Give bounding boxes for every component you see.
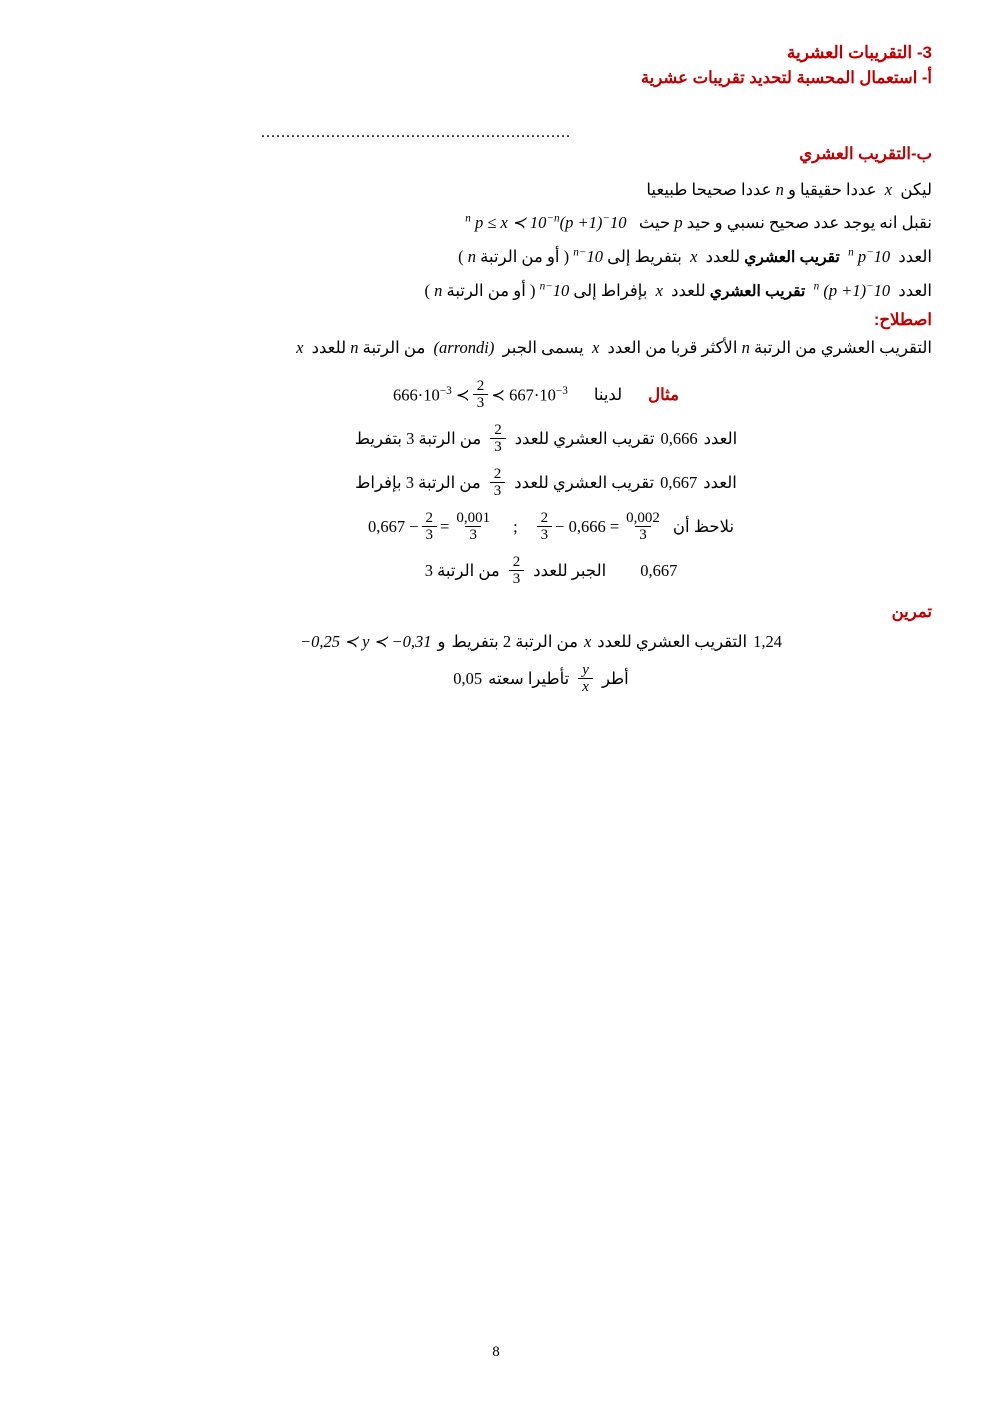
def-defect-e: ) [458, 246, 464, 266]
ex-line2-b: تقريب العشري للعدد [514, 472, 655, 492]
conv-a: التقريب العشري من الرتبة [753, 338, 932, 358]
def-defect-bold-term: تقريب العشري [744, 248, 840, 266]
def-excess-b: للعدد [671, 280, 706, 300]
note-eq2-equals: = [440, 516, 450, 536]
example-inequality [393, 378, 568, 412]
ex-line2-a: العدد [703, 472, 737, 492]
ex-line1-b: تقريب العشري للعدد [514, 428, 655, 448]
intro-line2-text-a: نقبل انه يوجد عدد صحيح نسبي و حيد [686, 213, 932, 233]
inequality-definition: $10^{-n}$ p ≤ x ≺ $10^{-n}(p +1)$ [465, 212, 627, 233]
definition-excess [60, 276, 932, 307]
fraction-numerator: 2 [540, 509, 549, 526]
section-subtitle-a: أ- استعمال المحسبة لتحديد تقريبات عشرية [640, 69, 932, 88]
note-separator: ; [513, 516, 518, 536]
fraction-denominator: 3 [635, 526, 651, 544]
exercise-text-c: و [437, 631, 446, 651]
fraction-denominator: 3 [465, 526, 481, 544]
fraction-result-1 [622, 510, 664, 544]
def-defect-x: x [690, 246, 698, 266]
note-equation-1 [534, 510, 667, 544]
ex-line1-value: 0,666 [660, 428, 698, 448]
conclusion-value: 0,667 [640, 560, 678, 580]
def-excess-n: n [434, 280, 443, 300]
def-defect-b: للعدد [705, 246, 741, 266]
def-excess-x: x [655, 280, 663, 300]
def-excess-e: ) [424, 280, 430, 300]
conv-b: الأكثر قربا من العدد [607, 338, 738, 358]
intro-text-a: ليكن [900, 179, 932, 199]
example-ineq-right: ≺ $667\cdot 10^{-3}$ [491, 384, 568, 405]
exercise2-text-b: تأطيرا سعته [488, 668, 570, 688]
fraction-numerator: 0,002 [626, 509, 660, 526]
def-defect-c: بتفريط إلى [607, 246, 682, 266]
example-line-excess [60, 466, 932, 500]
fraction-two-thirds [490, 422, 506, 456]
def-excess-power: $10^{-n}$ [539, 280, 570, 300]
variable-n: n [775, 179, 784, 199]
note-lead: نلاحظ أن [672, 516, 735, 536]
conv-x2: x [296, 338, 304, 358]
page-title: 3- التقريبات العشرية [786, 43, 932, 62]
note-eq2-lead: 0,667 − [367, 516, 419, 536]
page-number: 8 [492, 1344, 500, 1360]
example-header-row [60, 378, 932, 412]
def-excess-d: ( أو من الرتبة [446, 280, 536, 300]
def-defect-d: ( أو من الرتبة [480, 246, 570, 266]
fraction-denominator: 3 [490, 438, 506, 456]
fraction-numerator: 2 [425, 509, 434, 526]
ex-line2-c: من الرتبة 3 بإفراط [355, 472, 481, 492]
exercise-text-a: التقريب العشري للعدد [597, 631, 748, 651]
convention-text [60, 333, 932, 364]
example-note-row [60, 510, 932, 544]
fraction-two-thirds [509, 554, 525, 588]
conv-arrondi: (arrondi) [433, 338, 495, 358]
example-conclusion-row [60, 554, 932, 588]
ex-line1-a: العدد [703, 428, 738, 448]
fraction-two-thirds [537, 510, 553, 544]
intro-text-b: عددا حقيقيا و [787, 179, 877, 199]
intro-line2-text-b: حيث [638, 213, 671, 233]
note-equation-2 [368, 510, 497, 544]
def-defect-expression: $10^{-n}$ p [848, 246, 891, 266]
intro-line-2 [60, 208, 932, 239]
fraction-two-thirds [422, 510, 438, 544]
fraction-denominator: 3 [490, 482, 506, 500]
convention-label: اصطلاح: [873, 311, 932, 330]
fraction-result-2 [452, 510, 494, 544]
fraction-two-thirds [490, 466, 506, 500]
conv-e: للعدد [311, 338, 347, 358]
definition-defect [60, 242, 932, 273]
exercise-label: تمرين [891, 602, 932, 621]
fraction-numerator: 2 [493, 465, 502, 482]
def-excess-c: بإفراط إلى [573, 280, 648, 300]
section-subtitle-b: ب-التقريب العشري [799, 144, 932, 163]
fraction-numerator: 0,001 [456, 509, 491, 526]
section-title-group [60, 40, 932, 92]
conv-x1: x [591, 338, 600, 358]
exercise-line-2 [60, 662, 932, 696]
def-defect-n: n [467, 246, 477, 266]
variable-x: x [884, 179, 893, 199]
fraction-denominator: 3 [509, 570, 525, 588]
intro-line-1 [60, 175, 932, 206]
fraction-denominator: 3 [473, 394, 489, 412]
exercise-text-b: من الرتبة 2 بتفريط [451, 631, 578, 651]
variable-p: p [674, 213, 683, 233]
fraction-numerator: 2 [476, 377, 485, 394]
dotted-fill-line: .............................................................. [261, 123, 571, 141]
exercise-inequality-y: −0,25 ≺ y ≺ −0,31 [300, 631, 432, 651]
exercise-line-1 [60, 632, 932, 652]
def-excess-expression: $10^{-n}$ (p +1) [813, 280, 891, 300]
note-eq1-minus: − 0,666 = [555, 516, 620, 536]
def-excess-a: العدد [898, 280, 932, 300]
fraction-numerator: 2 [494, 421, 502, 438]
example-label: مثال [648, 385, 679, 404]
def-defect-a: العدد [898, 246, 932, 266]
conclusion-b: من الرتبة 3 [424, 560, 500, 580]
exercise-value-1: 1,24 [753, 631, 782, 651]
example-ineq-left: $666\cdot 10^{-3}$ ≺ [393, 384, 470, 405]
ex-line2-value: 0,667 [660, 472, 698, 492]
fraction-two-thirds [473, 378, 489, 412]
exercise-value-2: 0,05 [453, 668, 483, 688]
fraction-denominator: x [578, 678, 593, 696]
intro-text-c: عددا صحيحا طبيعيا [646, 179, 772, 199]
fraction-denominator: 3 [537, 526, 553, 544]
conv-d: من الرتبة [362, 338, 426, 358]
fraction-numerator: 2 [512, 553, 521, 570]
conv-n2: n [350, 338, 359, 358]
fraction-numerator: y [582, 661, 589, 678]
ex-line1-c: من الرتبة 3 بتفريط [354, 428, 482, 448]
fraction-denominator: 3 [422, 526, 438, 544]
conv-n1: n [741, 338, 750, 358]
exercise-variable-x: x [583, 631, 592, 651]
fraction-y-over-x [578, 662, 593, 696]
example-intro-text: لدينا [593, 384, 623, 404]
def-excess-bold-term: تقريب العشري [709, 282, 806, 300]
conv-c: يسمى الجبر [502, 338, 584, 358]
exercise2-text-a: أطر [601, 668, 629, 688]
example-line-defect [60, 422, 932, 456]
def-defect-power: $10^{-n}$ [573, 246, 603, 266]
conclusion-a: الجبر للعدد [533, 560, 607, 580]
